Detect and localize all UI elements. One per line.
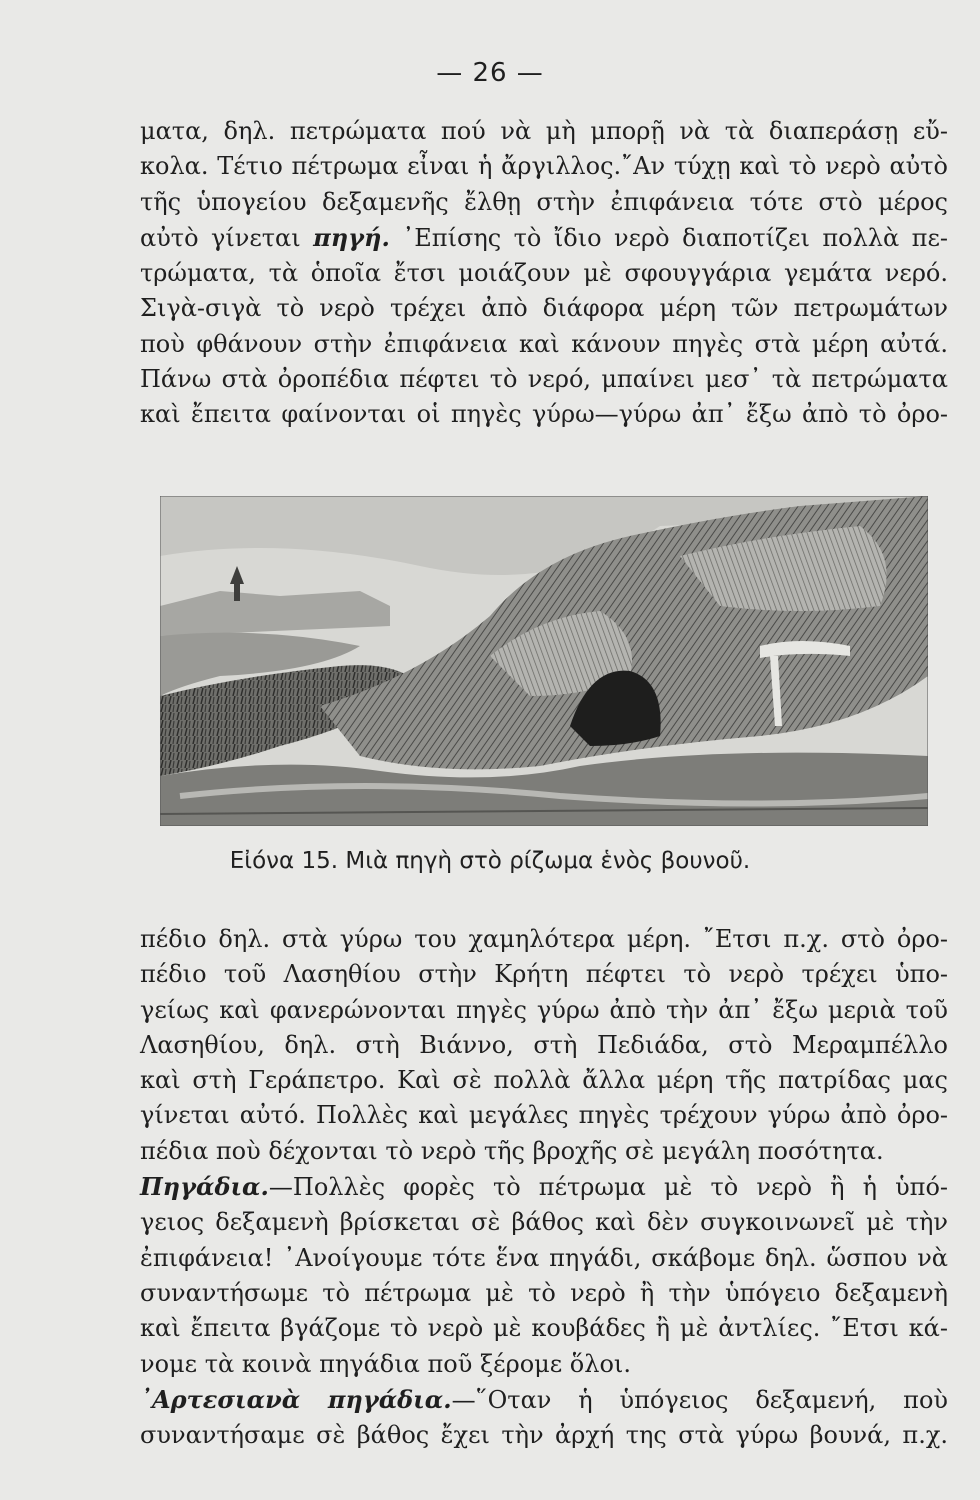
text-line: καὶ ἔπειτα φαίνονται οἱ πηγὲς γύρω—γύρω ἀπ᾿ ἔξω ἀπὸ τὸ ὀρο- (140, 400, 948, 429)
text-line: καὶ ἔπειτα βγάζομε τὸ νερὸ μὲ κουβάδες ἢ μὲ ἀντλίες. ῎Ετσι κά- (140, 1314, 948, 1343)
text-line: πέδια ποὺ δέχονται τὸ νερὸ τῆς βροχῆς σὲ μεγάλη ποσότητα. (140, 1136, 884, 1165)
heading-pigadia: Πηγάδια. (140, 1172, 269, 1202)
text-line: γειος δεξαμενὴ βρίσκεται σὲ βάθος καὶ δὲν συγκοινωνεῖ μὲ τὴν (140, 1208, 948, 1237)
text-fragment: —῞Οταν ἡ ὑπόγειος δεξαμενή, ποὺ (451, 1385, 948, 1414)
text-line: ματα, δηλ. πετρώματα πού νὰ μὴ μπορῇ νὰ τὰ διαπεράσῃ εὔ- (140, 117, 948, 145)
landscape-illustration (160, 496, 928, 826)
text-fragment: ᾿Επίσης τὸ ἴδιο νερὸ διαποτίζει πολλὰ πε- (389, 223, 949, 252)
text-line: τῆς ὑπογείου δεξαμενῆς ἔλθῃ στὴν ἐπιφάνεια τότε στὸ μέρος (140, 187, 948, 216)
term-pigi: πηγή. (313, 222, 390, 252)
page-number: — 26 — (436, 58, 544, 88)
text-line: Λασηθίου, δηλ. στὴ Βιάννο, στὴ Πεδιάδα, στὸ Μεραμπέλλο (140, 1030, 948, 1059)
text-line: Πάνω στὰ ὀροπέδια πέφτει τὸ νερό, μπαίνει μεσ᾿ τὰ πετρώματα (140, 365, 948, 394)
text-line (140, 220, 948, 256)
text-line: νομε τὰ κοινὰ πηγάδια ποῦ ξέρομε ὅλοι. (140, 1349, 631, 1378)
text-line: γίνεται αὐτό. Πολλὲς καὶ μεγάλες πηγὲς τρέχουν γύρω ἀπὸ ὀρο- (140, 1101, 948, 1130)
text-line: ἐπιφάνεια! ᾿Ανοίγουμε τότε ἕνα πηγάδι, σκάβομε δηλ. ὥσπου νὰ (140, 1243, 948, 1272)
text-line: κολα. Τέτιο πέτρωμα εἶναι ἡ ἄργιλλος.῎Αν τύχῃ καὶ τὸ νερὸ αὐτὸ (140, 152, 948, 181)
text-line (140, 1382, 948, 1418)
paragraph-2 (140, 922, 948, 1453)
text-line: τρώματα, τὰ ὁποῖα ἔτσι μοιάζουν μὲ σφουγγάρια γεμάτα νερό. (140, 259, 948, 288)
text-line: γείως καὶ φανερώνονται πηγὲς γύρω ἀπὸ τὴν ἀπ᾿ ἔξω μεριὰ τοῦ (140, 995, 948, 1024)
text-line: πέδιο δηλ. στὰ γύρω του χαμηλότερα μέρη. ῎Ετσι π.χ. στὸ ὀρο- (140, 925, 948, 953)
text-line: καὶ στὴ Γεράπετρο. Καὶ σὲ πολλὰ ἄλλα μέρη τῆς πατρίδας μας (140, 1066, 948, 1095)
text-line: συναντήσωμε τὸ πέτρωμα μὲ τὸ νερὸ ἢ τὴν ὑπόγειο δεξαμενὴ (140, 1278, 948, 1307)
figure-spring-illustration (160, 496, 928, 826)
text-fragment: αὐτὸ γίνεται (140, 223, 314, 252)
text-line (140, 1169, 948, 1205)
heading-artesiana-pigadia: ᾿Αρτεσιανὰ πηγάδια. (140, 1384, 452, 1414)
text-line: συναντήσαμε σὲ βάθος ἔχει τὴν ἀρχή της στὰ γύρω βουνά, π.χ. (140, 1421, 948, 1450)
text-line: ποὺ φθάνουν στὴν ἐπιφάνεια καὶ κάνουν πηγὲς στὰ μέρη αὐτά. (140, 329, 948, 358)
text-line: Σιγὰ-σιγὰ τὸ νερὸ τρέχει ἀπὸ διάφορα μέρη τῶν πετρωμάτων (140, 294, 948, 323)
text-fragment: —Πολλὲς φορὲς τὸ πέτρωμα μὲ τὸ νερὸ ἢ ἡ ὑπό- (268, 1173, 948, 1202)
paragraph-1 (140, 114, 948, 433)
figure-caption: Εἰόνα 15. Μιὰ πηγὴ στὸ ρίζωμα ἑνὸς βουνοῦ. (229, 848, 751, 874)
text-line: πέδιο τοῦ Λασηθίου στὴν Κρήτη πέφτει τὸ νερὸ τρέχει ὑπο- (140, 960, 948, 989)
